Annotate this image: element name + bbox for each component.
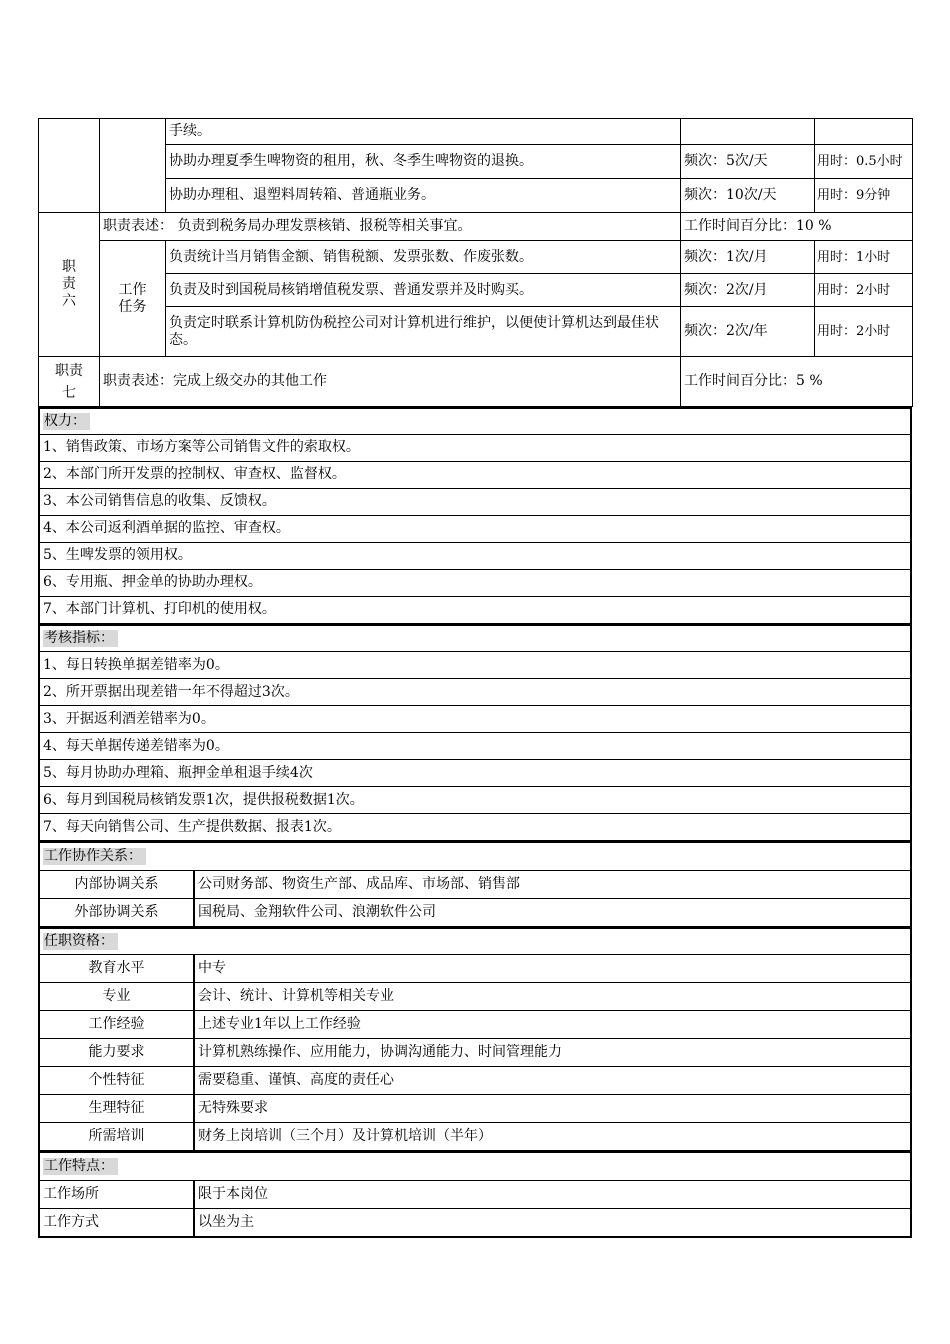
kpi-item: 4、每天单据传递差错率为0。 (39, 733, 911, 760)
task-time: 用时：2小时 (815, 274, 913, 307)
duty6-label: 职责六 (39, 213, 100, 357)
task-frequency (681, 119, 815, 145)
qualification-label: 教育水平 (39, 955, 194, 983)
task-time: 用时：0.5小时 (815, 145, 913, 179)
task-time: 用时：2小时 (815, 307, 913, 357)
qualification-value: 需要稳重、谨慎、高度的责任心 (194, 1067, 911, 1095)
duty-task-row (39, 307, 913, 357)
features-label: 工作场所 (39, 1181, 194, 1209)
duty7-label: 职责七 (39, 357, 100, 407)
task-label-cell (100, 119, 166, 213)
power-section (38, 407, 912, 624)
duty7-statement: 职责表述：完成上级交办的其他工作 (100, 357, 681, 407)
task-frequency: 频次：10次/天 (681, 179, 815, 213)
features-value: 以坐为主 (194, 1209, 911, 1238)
task-time: 用时：1小时 (815, 241, 913, 274)
power-item: 3、本公司销售信息的收集、反馈权。 (39, 488, 911, 515)
task-text: 手续。 (166, 119, 681, 145)
duty-task-row (39, 274, 913, 307)
qualification-value: 财务上岗培训（三个月）及计算机培训（半年） (194, 1123, 911, 1151)
cooperation-section (38, 841, 912, 927)
duty-task-row (39, 145, 913, 179)
task-text: 负责及时到国税局核销增值税发票、普通发票并及时购买。 (166, 274, 681, 307)
qualification-label: 工作经验 (39, 1011, 194, 1039)
kpi-item: 1、每日转换单据差错率为0。 (39, 652, 911, 679)
features-section (38, 1151, 912, 1238)
duty-task-row (39, 119, 913, 145)
job-description-page (38, 118, 912, 1238)
kpi-item: 6、每月到国税局核销发票1次，提供报税数据1次。 (39, 787, 911, 814)
cooperation-value: 国税局、金翔软件公司、浪潮软件公司 (194, 899, 911, 927)
power-item: 1、销售政策、市场方案等公司销售文件的索取权。 (39, 434, 911, 461)
duty-task-row (39, 179, 913, 213)
duties-table (38, 118, 913, 407)
cooperation-label: 外部协调关系 (39, 899, 194, 927)
duty6-percent: 工作时间百分比：10 % (681, 213, 913, 241)
power-title: 权力： (39, 408, 911, 434)
duty6-task-label: 工作任务 (100, 241, 166, 357)
duty6-statement: 职责表述： 负责到税务局办理发票核销、报税等相关事宜。 (100, 213, 681, 241)
kpi-item: 3、开据返利酒差错率为0。 (39, 706, 911, 733)
qualification-section (38, 927, 912, 1151)
power-item: 2、本部门所开发票的控制权、审查权、监督权。 (39, 461, 911, 488)
qualification-label: 专业 (39, 983, 194, 1011)
kpi-item: 2、所开票据出现差错一年不得超过3次。 (39, 679, 911, 706)
qualification-title: 任职资格： (39, 928, 911, 955)
task-text: 负责统计当月销售金额、销售税额、发票张数、作废张数。 (166, 241, 681, 274)
features-title: 工作特点： (39, 1152, 911, 1181)
task-text: 协助办理租、退塑料周转箱、普通瓶业务。 (166, 179, 681, 213)
kpi-item: 5、每月协助办理箱、瓶押金单租退手续4次 (39, 760, 911, 787)
power-item: 4、本公司返利酒单据的监控、审查权。 (39, 515, 911, 542)
features-value: 限于本岗位 (194, 1181, 911, 1209)
power-item: 5、生啤发票的领用权。 (39, 542, 911, 569)
task-frequency: 频次：2次/年 (681, 307, 815, 357)
qualification-value: 上述专业1年以上工作经验 (194, 1011, 911, 1039)
kpi-item: 7、每天向销售公司、生产提供数据、报表1次。 (39, 814, 911, 841)
cooperation-label: 内部协调关系 (39, 871, 194, 899)
qualification-label: 所需培训 (39, 1123, 194, 1151)
qualification-value: 会计、统计、计算机等相关专业 (194, 983, 911, 1011)
duty7-row (39, 357, 913, 407)
cooperation-value: 公司财务部、物资生产部、成品库、市场部、销售部 (194, 871, 911, 899)
task-text: 协助办理夏季生啤物资的租用，秋、冬季生啤物资的退换。 (166, 145, 681, 179)
qualification-label: 能力要求 (39, 1039, 194, 1067)
kpi-section (38, 624, 912, 842)
task-frequency: 频次：5次/天 (681, 145, 815, 179)
duty7-percent: 工作时间百分比：5 % (681, 357, 913, 407)
task-text: 负责定时联系计算机防伪税控公司对计算机进行维护，以便使计算机达到最佳状态。 (166, 307, 681, 357)
features-label: 工作方式 (39, 1209, 194, 1238)
cooperation-title: 工作协作关系： (39, 842, 911, 871)
duty-label-cell (39, 119, 100, 213)
task-time (815, 119, 913, 145)
qualification-value: 中专 (194, 955, 911, 983)
power-item: 6、专用瓶、押金单的协助办理权。 (39, 569, 911, 596)
kpi-title: 考核指标： (39, 625, 911, 652)
duty-task-row (39, 241, 913, 274)
qualification-label: 个性特征 (39, 1067, 194, 1095)
qualification-value: 计算机熟练操作、应用能力，协调沟通能力、时间管理能力 (194, 1039, 911, 1067)
qualification-value: 无特殊要求 (194, 1095, 911, 1123)
task-frequency: 频次：2次/月 (681, 274, 815, 307)
task-frequency: 频次：1次/月 (681, 241, 815, 274)
qualification-label: 生理特征 (39, 1095, 194, 1123)
duty6-statement-row (39, 213, 913, 241)
task-time: 用时：9分钟 (815, 179, 913, 213)
power-item: 7、本部门计算机、打印机的使用权。 (39, 596, 911, 623)
